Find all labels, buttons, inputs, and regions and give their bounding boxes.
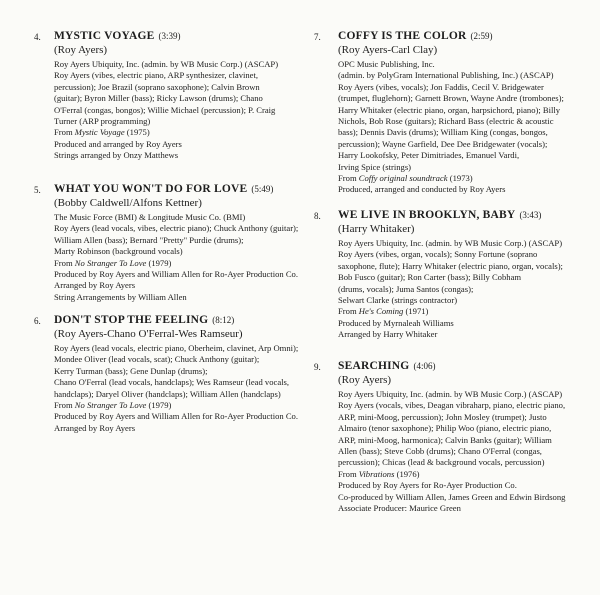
track-duration: (8:12)	[212, 315, 235, 325]
credit-line: Arranged by Harry Whitaker	[338, 329, 438, 340]
credit-line: percussion); Wayne Garfield, Dee Dee Bridgewater (vocals);	[338, 138, 548, 149]
track-title-line	[54, 183, 300, 196]
track-title-line	[338, 360, 598, 373]
track-title: MYSTIC VOYAGE	[54, 30, 155, 42]
track-number: 9.	[314, 362, 321, 372]
credit-line: Arranged by Roy Ayers	[54, 422, 136, 433]
from-line	[54, 400, 300, 411]
credit-line: Roy Ayers Ubiquity, Inc. (admin. by WB Music Corp.) (ASCAP)	[54, 59, 279, 69]
track-number: 6.	[34, 316, 41, 326]
credit-line: ARP, mini-Moog, percussion); John Mosley (trumpet); Justo	[338, 411, 547, 422]
album-title: Coffy original soundtrack	[358, 173, 448, 184]
track-number: 5.	[34, 185, 41, 195]
album-year: (1975)	[124, 127, 150, 138]
track-writers: (Roy Ayers)	[338, 374, 392, 386]
credit-line: Roy Ayers (vibes, organ, vocals); Sonny Fortune (soprano	[338, 249, 538, 260]
from-line	[54, 258, 300, 269]
track-title: SEARCHING	[338, 360, 410, 372]
album-year: (1979)	[146, 400, 172, 411]
credit-line: Produced by Myrnaleah Williams	[338, 317, 454, 328]
track-title: WHAT YOU WON'T DO FOR LOVE	[54, 183, 248, 195]
credit-line: O'Ferral (congas, bongos); Willie Michael (percussion); P. Craig	[54, 104, 276, 115]
credit-line: Bob Fusco (guitar); Ron Carter (bass); Billy Cobham	[338, 272, 522, 283]
from-prefix: From	[338, 173, 359, 184]
credit-line: William Allen (bass); Bernard "Pretty" Purdie (drums);	[54, 234, 244, 245]
track-title-line	[338, 30, 598, 43]
credit-line: The Music Force (BMI) & Longitude Music Co. (BMI)	[54, 212, 246, 222]
credit-line: percussion); Chicas (lead & background vocals, percussion)	[338, 457, 545, 468]
album-title: He's Coming	[358, 306, 404, 317]
from-prefix: From	[54, 257, 75, 268]
track-title-line	[54, 314, 300, 327]
album-year: (1976)	[394, 468, 420, 479]
credit-line: Harry Whitaker (electric piano, organ, harpsichord, piano); Billy	[338, 104, 561, 115]
track-writers: (Roy Ayers-Chano O'Ferral-Wes Ramseur)	[54, 328, 243, 340]
credit-line: Roy Ayers (vibes, vocals); Jon Faddis, Cecil V. Bridgewater	[338, 81, 544, 92]
track-number: 7.	[314, 32, 321, 42]
credit-line: handclaps); Daryel Oliver (handclaps); William Allen (handclaps)	[54, 388, 281, 399]
track-writers: (Roy Ayers)	[54, 44, 108, 56]
track-body	[338, 30, 598, 196]
track-body	[54, 30, 300, 162]
track-number: 8.	[314, 211, 321, 221]
credit-line: Roy Ayers (vibes, electric piano, ARP synthesizer, clavinet,	[54, 70, 259, 81]
track-title: WE LIVE IN BROOKLYN, BABY	[338, 209, 516, 221]
album-title: Mystic Voyage	[74, 127, 125, 138]
credit-line: (trumpet, fluglehorn); Garnett Brown, Wayne Andre (trombones);	[338, 93, 564, 104]
credit-line: Kerry Turman (bass); Gene Dunlap (drums);	[54, 365, 208, 376]
track-body	[54, 314, 300, 434]
credit-line: Irving Spice (strings)	[338, 161, 412, 172]
track-writers: (Harry Whitaker)	[338, 223, 415, 235]
credit-line: Harry Lookofsky, Peter Dimitriades, Emanuel Vardi,	[338, 150, 520, 161]
credit-line: Roy Ayers (lead vocals, electric piano, Oberheim, clavinet, Arp Omni);	[54, 343, 299, 353]
credit-line: Chano O'Ferral (lead vocals, handclaps); Wes Ramseur (lead vocals,	[54, 377, 290, 388]
track-body	[338, 360, 598, 514]
credit-line: Roy Ayers Ubiquity, Inc. (admin. by WB Music Corp.) (ASCAP)	[338, 389, 563, 399]
from-prefix: From	[338, 306, 359, 317]
credit-line: Mondee Oliver (lead vocals, scat); Chuck Anthony (guitar);	[54, 354, 260, 365]
credit-line: Almairo (tenor saxophone); Philip Woo (piano, electric piano,	[338, 423, 552, 434]
credit-line: (drums, vocals); Juma Santos (congas);	[338, 283, 474, 294]
from-prefix: From	[54, 127, 75, 138]
credit-line: Marty Robinson (background vocals)	[54, 246, 183, 257]
credit-line: Roy Ayers (lead vocals, vibes, electric piano); Chuck Anthony (guitar);	[54, 223, 299, 234]
credit-line: (guitar); Byron Miller (bass); Ricky Lawson (drums); Chano	[54, 93, 263, 104]
track-duration: (3:39)	[158, 31, 181, 41]
track-writers: (Roy Ayers-Carl Clay)	[338, 44, 438, 56]
credit-line: Allen (bass); Steve Cobb (drums); Chano O'Ferral (congas,	[338, 446, 542, 457]
credit-line: Produced by Roy Ayers and William Allen for Ro-Ayer Production Co.	[54, 269, 299, 280]
credit-line: Associate Producer: Maurice Green	[338, 503, 461, 514]
credit-line: bass); Dennis Davis (drums); William King (congas, bongos,	[338, 127, 548, 138]
track-duration: (2:59)	[470, 31, 493, 41]
from-line	[54, 127, 300, 138]
album-year: (1971)	[403, 306, 429, 317]
credit-line: Produced by Roy Ayers for Ro-Ayer Production Co.	[338, 480, 517, 491]
credit-line: ARP, mini-Moog, harmonica); Calvin Banks (guitar); William	[338, 434, 552, 445]
album-year: (1973)	[447, 173, 473, 184]
credit-line: Produced and arranged by Roy Ayers	[54, 138, 182, 149]
track-title: DON'T STOP THE FEELING	[54, 314, 209, 326]
track-title: COFFY IS THE COLOR	[338, 30, 467, 42]
track-body	[338, 209, 598, 341]
credit-line: (admin. by PolyGram International Publishing, Inc.) (ASCAP)	[338, 70, 554, 81]
credit-line: String Arrangements by William Allen	[54, 291, 187, 302]
credit-line: Selwart Clarke (strings contractor)	[338, 295, 458, 306]
album-title: No Stranger To Love	[74, 400, 147, 411]
album-title: Vibrations	[358, 468, 395, 479]
credit-line: Co-produced by William Allen, James Green and Edwin Birdsong	[338, 491, 566, 502]
from-line	[338, 469, 598, 480]
track-number: 4.	[34, 32, 41, 42]
from-prefix: From	[338, 468, 359, 479]
credit-line: Produced, arranged and conducted by Roy Ayers	[338, 184, 506, 195]
track-writers: (Bobby Caldwell/Alfons Kettner)	[54, 197, 202, 209]
track-body	[54, 183, 300, 303]
track-duration: (4:06)	[413, 361, 436, 371]
credit-line: Roy Ayers (vocals, vibes, Deagan vibraharp, piano, electric piano,	[338, 400, 566, 411]
from-line	[338, 306, 598, 317]
from-line	[338, 173, 598, 184]
credit-line: percussion); Joe Brazil (soprano saxophone); Calvin Brown	[54, 81, 260, 92]
credit-line: Nichols, Bob Rose (guitars); Richard Bass (electric & acoustic	[338, 116, 554, 127]
track-title-line	[338, 209, 598, 222]
track-duration: (5:49)	[251, 184, 274, 194]
credit-line: Strings arranged by Onzy Matthews	[54, 150, 179, 161]
track-duration: (3:43)	[519, 210, 542, 220]
track-title-line	[54, 30, 300, 43]
credit-line: saxophone, flute); Harry Whitaker (electric piano, organ, vocals);	[338, 260, 563, 271]
album-year: (1979)	[146, 257, 172, 268]
album-title: No Stranger To Love	[74, 257, 147, 268]
from-prefix: From	[54, 400, 75, 411]
credit-line: Turner (ARP programming)	[54, 116, 151, 127]
credit-line: Produced by Roy Ayers and William Allen for Ro-Ayer Production Co.	[54, 411, 299, 422]
credit-line: OPC Music Publishing, Inc.	[338, 59, 435, 69]
credit-line: Arranged by Roy Ayers	[54, 280, 136, 291]
credit-line: Roy Ayers Ubiquity, Inc. (admin. by WB Music Corp.) (ASCAP)	[338, 238, 563, 248]
